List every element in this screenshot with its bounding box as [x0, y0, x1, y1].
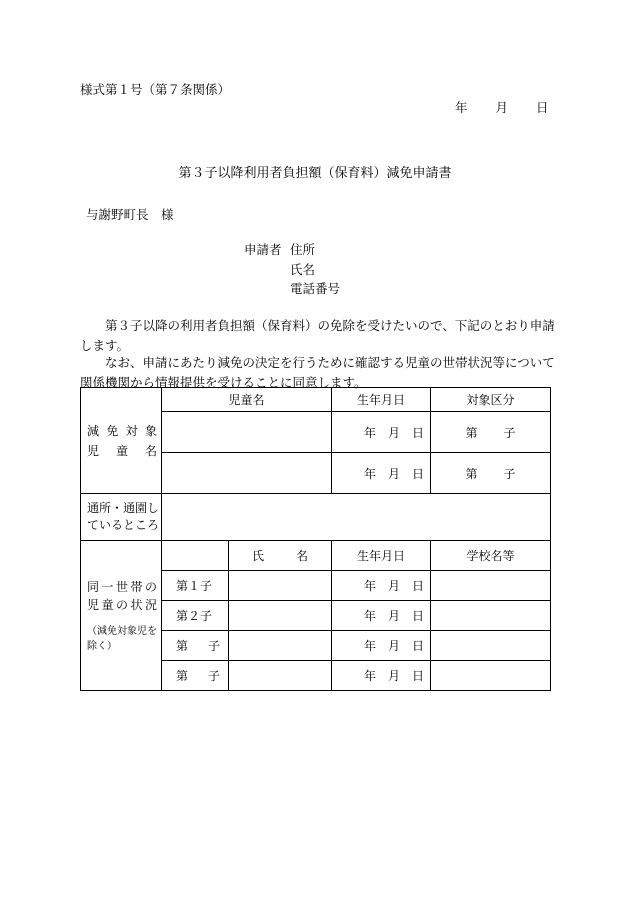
- household-name-cell[interactable]: [229, 661, 332, 691]
- order-label: 第１子: [162, 571, 229, 601]
- household-label: 同 一 世 帯 の 児 童 の 状 況 （減免対象児を 除く）: [81, 541, 162, 691]
- addressee: 与謝野町長 様: [86, 207, 174, 222]
- facility-cell[interactable]: [162, 494, 551, 541]
- order-label: 第 子: [162, 661, 229, 691]
- child-name-cell[interactable]: [162, 412, 332, 453]
- applicant-name-label: 氏名: [290, 262, 316, 277]
- household-birthdate-cell[interactable]: 年 月 日: [332, 661, 431, 691]
- household-school-cell[interactable]: [431, 631, 551, 661]
- category-cell[interactable]: 第 子: [431, 453, 551, 494]
- category-cell[interactable]: 第 子: [431, 412, 551, 453]
- order-label: 第２子: [162, 601, 229, 631]
- applicant-label: 申請者: [244, 242, 282, 257]
- facility-label: 通所・通園し ているところ: [81, 494, 162, 541]
- consent-paragraph-1: 第３子以降の利用者負担額（保育料）の免除を受けたいので、下記のとおり申請します。: [80, 318, 555, 353]
- household-name-header: 氏 名: [229, 541, 332, 571]
- order-label: 第 子: [162, 631, 229, 661]
- document-title: 第３子以降利用者負担額（保育料）減免申請書: [178, 166, 452, 181]
- consent-paragraph-2: なお、申請にあたり減免の決定を行うために確認する児童の世帯状況等について関係機関から情報提供を受けることに同意します。: [80, 355, 555, 390]
- household-school-cell[interactable]: [431, 661, 551, 691]
- household-name-cell[interactable]: [229, 601, 332, 631]
- birthdate-cell[interactable]: 年 月 日: [332, 453, 431, 494]
- household-note: （減免対象児を 除く）: [87, 625, 157, 652]
- household-birthdate-cell[interactable]: 年 月 日: [332, 571, 431, 601]
- household-school-header: 学校名等: [431, 541, 551, 571]
- application-table: [80, 387, 551, 691]
- date-day-label: 日: [536, 100, 549, 115]
- household-school-cell[interactable]: [431, 601, 551, 631]
- form-number: 様式第１号（第７条関係）: [80, 82, 231, 97]
- child-name-cell[interactable]: [162, 453, 332, 494]
- household-name-cell[interactable]: [229, 631, 332, 661]
- household-birthdate-cell[interactable]: 年 月 日: [332, 601, 431, 631]
- child-name-header: 児童名: [162, 388, 332, 412]
- date-year-label: 年: [455, 100, 468, 115]
- submission-date: [455, 98, 549, 116]
- birthdate-cell[interactable]: 年 月 日: [332, 412, 431, 453]
- target-child-label: 減 免 対 象 児 童 名: [81, 388, 162, 494]
- applicant-address-label: 住所: [290, 242, 316, 257]
- birthdate-header: 生年月日: [332, 388, 431, 412]
- date-month-label: 月: [495, 100, 509, 115]
- household-name-cell[interactable]: [229, 571, 332, 601]
- category-header: 対象区分: [431, 388, 551, 412]
- household-birthdate-header: 生年月日: [332, 541, 431, 571]
- household-birthdate-cell[interactable]: 年 月 日: [332, 631, 431, 661]
- household-school-cell[interactable]: [431, 571, 551, 601]
- order-header-blank: [162, 541, 229, 571]
- applicant-phone-label: 電話番号: [290, 281, 341, 296]
